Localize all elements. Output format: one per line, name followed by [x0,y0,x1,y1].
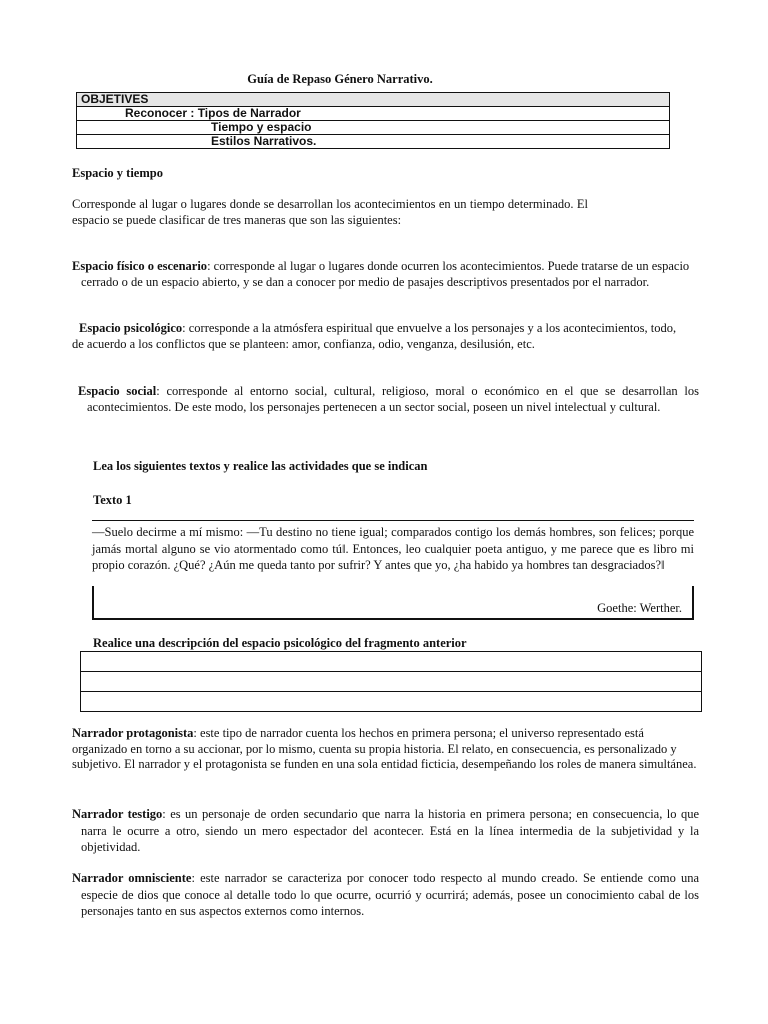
quote-source: Goethe: Werther. [597,601,682,615]
texto-1-label: Texto 1 [93,493,132,507]
espacio-intro-paragraph: Corresponde al lugar o lugares donde se desarrollan los acontecimientos en un tiempo determinado. El espacio se puede clasificar de tres maneras que son las siguientes: [72,197,588,227]
objective-row [77,135,670,149]
objective-prefix: Reconocer : [125,106,198,120]
narrador-testigo-paragraph [72,806,699,856]
page-title: Guía de Repaso Género Narrativo. [247,72,433,86]
objective-text: Tiempo y espacio [211,120,312,134]
objective-text: Estilos Narrativos. [211,134,317,148]
quote-text: ―Suelo decirme a mí mismo: ―Tu destino no tiene igual; comparados contigo los demás hombres, son felices; porque jamás mortal alguno se vio atormentado como tú‖. Entonces, leo cualquier poeta antiguo, y me parece que es libro mi propio corazón. ¿Qué? ¿Aún me queda tanto por sufrir? Y antes que yo, ¿ha habido ya hombres tan desgraciados?‖ [92,525,694,572]
term-espacio-psicologico: Espacio psicológico [79,321,183,335]
objectives-header: OBJETIVES [77,93,670,107]
espacio-social-paragraph [78,384,699,415]
espacio-psicologico-text: : corresponde a la atmósfera espiritual que envuelve a los personajes y a los acontecimientos, todo, de acuerdo a los conflictos que se planteen: amor, confianza, odio, venganza, desilusión, etc. [72,321,677,351]
narrador-protagonista-paragraph [72,726,698,773]
objectives-table [76,92,670,149]
espacio-social-text: : corresponde al entorno social, cultural, religioso, moral o económico en el que se desarrollan los acontecimientos. De este modo, los personajes pertenecen a un sector social, poseen un nivel intelectual y cultural. [87,384,699,414]
espacio-psicologico-paragraph [72,321,684,352]
term-narrador-testigo: Narrador testigo [72,807,163,821]
answer-line[interactable] [81,652,702,672]
activity-prompt: Realice una descripción del espacio psicológico del fragmento anterior [93,636,467,650]
answer-line[interactable] [81,692,702,712]
quote-box [92,586,694,620]
narrador-omnisciente-paragraph [72,870,699,920]
instruction-text: Lea los siguientes textos y realice las actividades que se indican [93,459,428,473]
term-espacio-fisico: Espacio físico o escenario [72,259,208,273]
objective-text: Tipos de Narrador [197,106,301,120]
objective-row [77,107,670,121]
term-espacio-social: Espacio social [78,384,157,398]
narrador-omnisciente-text: : este narrador se caracteriza por conocer todo respecto al mundo creado. Se entiende como una especie de dios que conoce al detalle todo lo que ocurre, ocurrió y ocurrirá; además, posee un conocimiento cabal de los personajes tanto en sus aspectos externos como internos. [81,871,699,918]
espacio-fisico-paragraph [72,259,701,290]
term-narrador-omnisciente: Narrador omnisciente [72,871,192,885]
term-narrador-protagonista: Narrador protagonista [72,726,194,740]
objective-row [77,121,670,135]
narrador-protagonista-text: : este tipo de narrador cuenta los hechos en primera persona; el universo representado está organizado en torno a su accionar, por lo mismo, cuenta su propia historia. El relato, en consecuencia, es personalizado y subjetivo. El narrador y el protagonista se funden en una sola entidad ficticia, desempeñando los roles de manera simultánea. [72,726,697,771]
answer-line[interactable] [81,672,702,692]
quote-top-rule [92,520,694,521]
espacio-fisico-text: : corresponde al lugar o lugares donde ocurren los acontecimientos. Puede tratarse de un espacio cerrado o de un espacio abierto, y se dan a conocer por medio de pasajes descriptivos presentados por el narrador. [81,259,690,289]
section-heading-espacio-tiempo: Espacio y tiempo [72,166,163,180]
narrador-testigo-text: : es un personaje de orden secundario que narra la historia en primera persona; en consecuencia, lo que narra le ocurre a otro, siendo un mero espectador del acontecer. Está en la línea intermedia de la subjetividad y la objetividad. [81,807,699,854]
answer-table [80,651,702,712]
